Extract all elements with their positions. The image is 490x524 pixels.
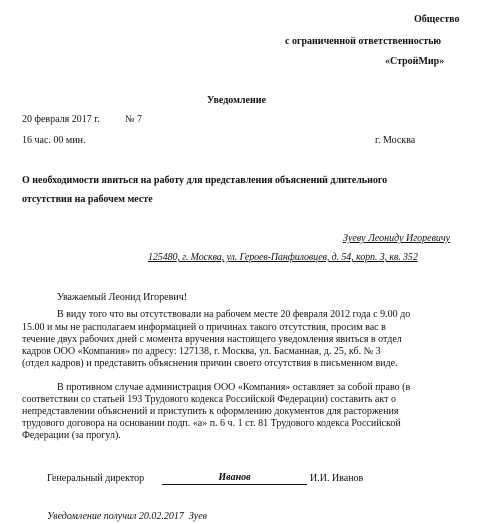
paragraph-1-line3: течение двух рабочих дней с момента вручения настоящего уведомления явиться в отдел [22, 334, 402, 345]
subject-line1: О необходимости явиться на работу для представления объяснений длительного [22, 175, 388, 186]
signature-handwritten: Иванов [162, 472, 307, 485]
paragraph-1-line5: (отдел кадров) и представить объяснения причин своего отсутствия в письменном виде. [22, 358, 398, 369]
paragraph-1-line1: В виду того что вы отсутствовали на рабочем месте 20 февраля 2012 года с 9.00 до [57, 309, 411, 320]
greeting: Уважаемый Леонид Игоревич! [57, 292, 188, 303]
subject-line2: отсутствия на рабочем месте [22, 194, 153, 205]
document-title: Уведомление [207, 95, 266, 106]
receipt-note: Уведомление получил 20.02.2017 Зуев [47, 511, 208, 522]
document-time: 16 час. 00 мин. [22, 135, 86, 146]
document-number: № 7 [125, 114, 143, 125]
paragraph-2-line2: соответствии со статьей 193 Трудового кодекса Российской Федерации) составить акт о [22, 394, 396, 405]
signature-position: Генеральный директор [47, 473, 145, 484]
paragraph-2-line1: В противном случае администрация ООО «Компания» оставляет за собой право (в [57, 382, 411, 393]
paragraph-1-line4: кадров ООО «Компания» по адресу: 127138, г. Москва, ул. Басманная, д. 25, кб. № 3 [22, 346, 381, 357]
signature-full-name: И.И. Иванов [310, 473, 364, 484]
paragraph-2-line3: непредставлении объяснений и приступить к оформлению документов для расторжения [22, 406, 399, 417]
paragraph-2-line4: трудового договора на основании подп. «а» п. 6 ч. 1 ст. 81 Трудового кодекса Российской [22, 418, 401, 429]
addressee-name: Зуеву Леониду Игоревичу [343, 233, 451, 244]
signature-line [162, 472, 307, 485]
document-date: 20 февраля 2017 г. [22, 114, 100, 125]
paragraph-1-line2: 15.00 и мы не располагаем информацией о причинах такого отсутствия, просим вас в [22, 322, 386, 333]
org-name-line1: Общество [414, 14, 460, 25]
addressee-address: 125480, г. Москва, ул. Героев-Панфиловцев, д. 54, корп. 3, кв. 352 [148, 252, 418, 263]
paragraph-2-line5: Федерации (за прогул). [22, 430, 121, 441]
document-city: г. Москва [375, 135, 416, 146]
org-name-line2: с ограниченной ответственностью [285, 36, 442, 47]
org-name-line3: «СтройМир» [385, 56, 445, 67]
